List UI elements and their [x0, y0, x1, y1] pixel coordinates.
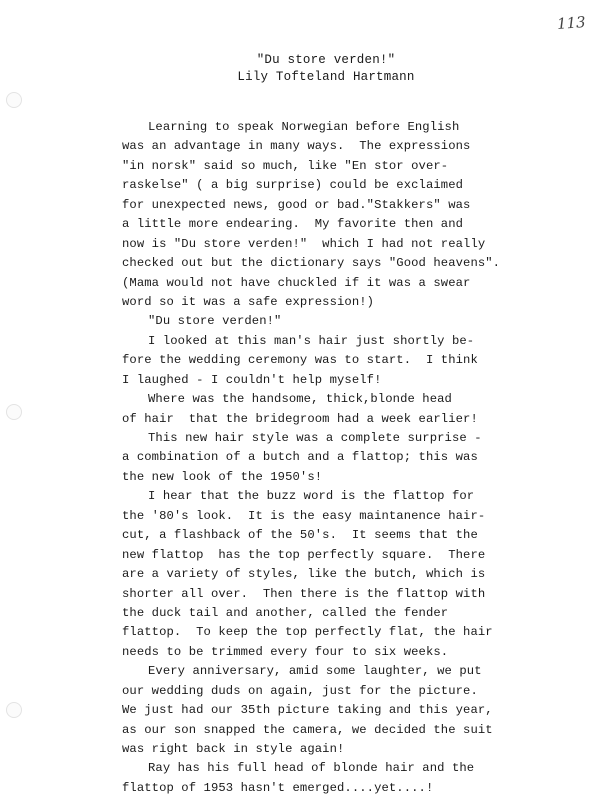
body-line: a little more endearing. My favorite then and [122, 217, 464, 232]
page-number: 113 [556, 13, 587, 33]
body-line: for unexpected news, good or bad."Stakkers" was [122, 197, 471, 212]
body-line: the new look of the 1950's! [122, 469, 323, 484]
body-line: a combination of a butch and a flattop; this was [122, 450, 478, 465]
document-body [0, 118, 612, 798]
document-header [0, 52, 612, 86]
body-line: "in norsk" said so much, like "En stor over- [122, 158, 449, 173]
body-line: "Du store verden!" [148, 314, 282, 329]
document-title: "Du store verden!" [256, 53, 396, 67]
body-line: are a variety of styles, like the butch, which is [122, 567, 486, 582]
body-line: (Mama would not have chuckled if it was a swear [122, 275, 471, 290]
body-line: shorter all over. Then there is the flattop with [122, 586, 486, 601]
body-line: flattop. To keep the top perfectly flat, the hair [122, 625, 493, 640]
body-line: was an advantage in many ways. The expressions [122, 139, 471, 154]
body-line: flattop of 1953 hasn't emerged....yet....! [122, 780, 434, 795]
body-line: now is "Du store verden!" which I had not really [122, 236, 486, 251]
body-line: We just had our 35th picture taking and this year, [122, 703, 493, 718]
body-line: needs to be trimmed every four to six weeks. [122, 644, 449, 659]
body-line: our wedding duds on again, just for the picture. [122, 683, 478, 698]
body-line: Ray has his full head of blonde hair and the [148, 761, 475, 776]
punch-hole-top [6, 92, 22, 108]
body-line: cut, a flashback of the 50's. It seems that the [122, 528, 478, 543]
body-line: Where was the handsome, thick,blonde head [148, 392, 452, 407]
document-author: Lily Tofteland Hartmann [237, 70, 415, 84]
body-line: the duck tail and another, called the fender [122, 605, 449, 620]
body-line: I laughed - I couldn't help myself! [122, 372, 382, 387]
body-line: as our son snapped the camera, we decided the suit [122, 722, 493, 737]
body-line: word so it was a safe expression!) [122, 294, 375, 309]
body-line: Every anniversary, amid some laughter, we put [148, 664, 482, 679]
body-line: new flattop has the top perfectly square. There [122, 547, 486, 562]
body-line: of hair that the bridegroom had a week earlier! [122, 411, 478, 426]
body-line: checked out but the dictionary says "Good heavens". [122, 256, 501, 271]
body-line: I hear that the buzz word is the flattop for [148, 489, 475, 504]
body-line: This new hair style was a complete surprise - [148, 431, 482, 445]
body-line: was right back in style again! [122, 742, 345, 756]
body-line: fore the wedding ceremony was to start. I think [122, 353, 478, 368]
body-line: Learning to speak Norwegian before English [148, 120, 460, 134]
body-line: the '80's look. It is the easy maintanence hair- [122, 508, 486, 523]
body-line: I looked at this man's hair just shortly be- [148, 333, 475, 348]
body-line: raskelse" ( a big surprise) could be exclaimed [122, 178, 464, 193]
